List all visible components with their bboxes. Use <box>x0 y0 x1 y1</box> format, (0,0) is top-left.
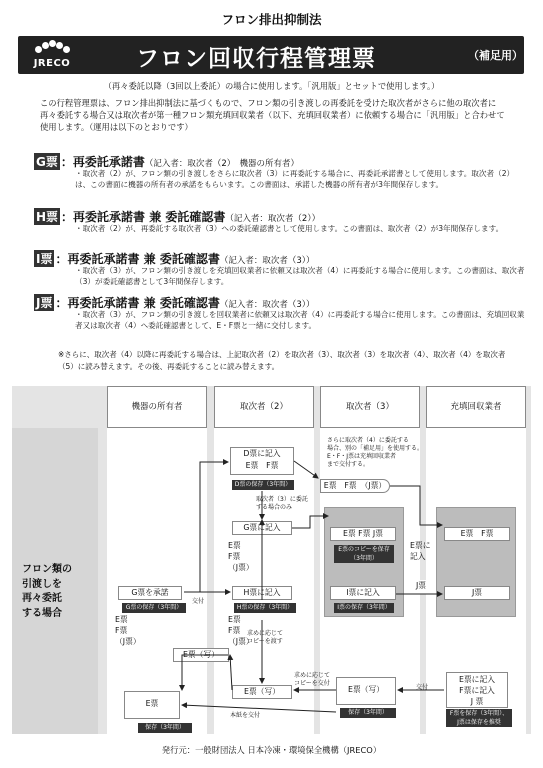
i-keep-label: I票の保存（3年間） <box>334 603 394 613</box>
section-h-body: ・取次者（2）が、再委託する取次者（3）への委託確認書として使用します。この書面は、取次者（2）が3年間保存します。 <box>75 224 504 233</box>
publisher-footer: 発行元：一般財団法人 日本冷凍・環境保全機構（JRECO） <box>161 745 382 755</box>
i-fill-box: I票に記入 <box>330 586 396 600</box>
section-i-body: ・取次者（3）が、フロン類の引き渡しを充填回収業者に依頼又は取次者（4）に再委託する場合に使用します。この書面は、取次者（3）が委託確認書として3年間保存します。 <box>75 266 525 287</box>
supplement-label: （補足用） <box>468 49 523 62</box>
r-fill-box: E票に記入 F票に記入 J 票 <box>446 672 508 708</box>
column-header-owner: 機器の所有者 <box>107 386 207 428</box>
column-header-agent3: 取次者（3） <box>320 386 420 428</box>
t3-keep-label: 保存（3年間） <box>340 708 396 718</box>
deliver-label-2: 交付 <box>416 684 429 691</box>
t3-ecopy-box: E票（写） <box>336 677 396 705</box>
r-keep-label: F票を保存（3年間）、 J票は保存を推奨 <box>446 709 512 727</box>
r-ef-box: E票 F票 <box>444 527 510 541</box>
agent4-note: さらに取次者（4）に委託する 場合、別の「補足用」を使用する。 E・F・J票は充填回収業者 まで交付する。 <box>327 437 424 468</box>
d-slip-box: D票に記入 E票 F票 <box>230 447 294 475</box>
t3-efj-box: E票 F票 （J票） <box>320 479 390 493</box>
owner-slips: E票 F票 （J票） <box>115 615 141 646</box>
e-copy-box-2: E票（写） <box>232 685 292 699</box>
intro-paragraph: この行程管理票は、フロン排出抑制法に基づくもので、フロン類の引き渡しの再委託を受けた取次者がさらに他の取次者に再々委託する場合又は取次者が第一種フロン類充填回収業者（以下、充填回収業者）に依頼する場合に「汎用版」と合わせて使用します。（運用は以下のとおりです） <box>40 98 505 133</box>
h-slips: E票 F票 （J票） <box>228 615 254 646</box>
section-g-title: G票 ：再委託承諾書（記入者：取次者（2） 機器の所有者） <box>36 155 300 169</box>
j-slip-label: J票 <box>410 580 432 594</box>
g-accept-box: G票を承諾 <box>118 586 182 600</box>
column-header-agent2: 取次者（2） <box>214 386 314 428</box>
copy-request: 求めに応じて コピーを渡す <box>247 630 284 645</box>
e-copy-box-1: E票（写） <box>173 648 229 662</box>
usage-note: （再々委託以降（3回以上委託）の場合に使用します。「汎用版」とセットで使用します。） <box>103 81 440 91</box>
deliver-label: 交付 <box>192 598 205 605</box>
section-i-title: I票 ：再委託承諾書 兼 委託確認書（記入者：取次者（3）） <box>36 252 315 266</box>
copy-request-2: 求めに応じて コピーを交付 <box>294 672 331 687</box>
e-slip-box: E票 <box>124 691 180 719</box>
section-j-title: J票 ：再委託承諾書 兼 委託確認書（記入者：取次者（3）） <box>36 296 315 310</box>
e-fill-label: E票に 記入 <box>410 541 431 561</box>
flow-side-label: フロン類の 引渡しを 再々委託 する場合 <box>22 564 72 619</box>
title-banner <box>18 36 524 74</box>
original-deliver: 本紙を交付 <box>230 712 261 719</box>
d-keep-label: D票の保存（3年間） <box>232 480 294 490</box>
jreco-logo <box>26 39 78 71</box>
section-h-title: H票 ：再委託承諾書 兼 委託確認書（記入者：取次者（2）） <box>36 210 321 224</box>
t3-copy-keep: E票のコピーを保存 （3年間） <box>334 545 394 563</box>
h-keep-label: H票の保存（3年間） <box>234 603 296 613</box>
column-owner <box>107 428 207 734</box>
h-fill-box: H票に記入 <box>232 586 292 600</box>
law-name: フロン排出抑制法 <box>221 12 322 27</box>
g-slips: E票 F票 （J票） <box>228 541 254 572</box>
section-j-body: ・取次者（3）が、フロン類の引き渡しを回収業者に依頼又は取次者（4）に再委託する場合に使用します。この書面は、充填回収業者又は取次者（4）へ委託確認書として、E・F票と一緒に交付します。 <box>75 310 525 331</box>
column-header-recovery: 充填回収業者 <box>426 386 526 428</box>
g-keep-label: G票の保存（3年間） <box>122 603 186 613</box>
g-fill-box: G票に記入 <box>232 521 292 535</box>
d-note: 取次者（3）に委託 する場合のみ <box>256 496 308 511</box>
t3-efj2-box: E票 F票 J票 <box>330 527 396 541</box>
r-j-box: J票 <box>444 586 510 600</box>
e-keep-label: 保存（3年間） <box>138 723 192 733</box>
page-title: フロン回収行程管理票 <box>136 46 376 72</box>
footnote: ※さらに、取次者（4）以降に再委託する場合は、上記取次者（2）を取次者（3）、取次者（3）を取次者（4）、取次者（4）を取次者（5）に読み替えます。その後、再委託することに読み替えます。 <box>58 350 506 371</box>
recovery-group <box>436 507 516 617</box>
logo-text: JRECO <box>33 58 71 69</box>
section-g-body: ・取次者（2）が、フロン類の引き渡しをさらに取次者（3）に再委託する場合に、再委託承諾書として使用します。取次者（2）は、この書面に機器の所有者の承諾をもらいます。この書面は、承諾した機器の所有者が3年間保存します。 <box>75 169 515 190</box>
